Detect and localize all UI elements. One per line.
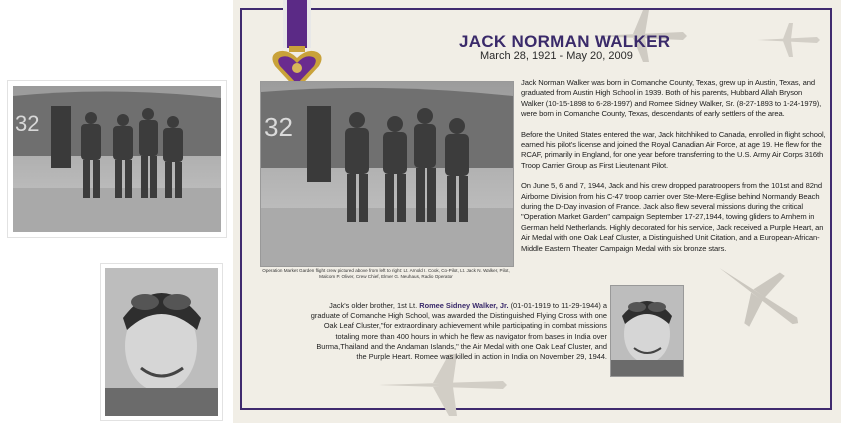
- memorial-title: JACK NORMAN WALKER: [459, 32, 671, 51]
- crew-photo-original: [13, 86, 221, 232]
- biography: [521, 78, 826, 264]
- brother-text: (01-01-1919 to 11-29-1944) a graduate of Comanche High School, was awarded the Distinguished Flying Cross with one Oak Leaf Cluster,"for extraordinary achievement while participating in combat missions totaling more than 400 hours in which he flew as navigator from bases in India over Burma,Thailand and the Andaman Islands," the Air Medal with one Oak Leaf Cluster, and the Purple Heart. Romee was killed in action in India on November 29, 1944.: [310, 301, 607, 362]
- purple-heart-medal-icon: [267, 0, 327, 92]
- crew-photo-original-frame: [8, 81, 226, 237]
- svg-text:32: 32: [15, 111, 40, 136]
- bio-paragraph: On June 5, 6 and 7, 1944, Jack and his crew dropped paratroopers from the 101st and 82nd Airborne Division from his C-47 troop carrier over Ste-Mere-Eglise behind Normandy Beach during the D-Day invasion of France. Jack also flew several missions during the critical "Operation Market Garden" campaign September 17-27,1944, towing gliders to Arnhem in German held Netherlands. Highly decorated for his service, Jack received a Purple Heart, an Air Medal with one Oak Leaf Cluster, a Distinguished Unit Citation, and a European-African-Middle Eastern Theater Campaign Medal with six bronze stars.: [521, 181, 824, 253]
- airplane-silhouette-icon: [753, 20, 823, 60]
- bio-paragraph: Jack Norman Walker was born in Comanche County, Texas, grew up in Austin, Texas, and graduated from Austin High School in 1939. Both of his parents, Hubbard Allah Bryson Walker (10-15-1898 to 6-28-1997) and Romee Sidney Walker, Sr. (8-27-1893 to 1-24-1979), were born in Comanche County, Texas, descendants of early settlers of the area.: [521, 78, 822, 119]
- svg-text:32: 32: [264, 112, 293, 142]
- memorial-panel: [233, 0, 841, 423]
- memorial-dates: March 28, 1921 - May 20, 2009: [480, 50, 633, 62]
- portrait-small: [611, 286, 683, 376]
- portrait-original-frame: [101, 264, 222, 420]
- brother-name: Romee Sidney Walker, Jr.: [419, 301, 509, 310]
- portrait-original: [105, 268, 218, 416]
- bio-paragraph: Before the United States entered the war, Jack hitchhiked to Canada, enrolled in flight school, earned his pilot's license and joined the Royal Canadian Air Force, at age 19. He flew for the RCAF, primarily in England, for one year before transferring to the U.S. Army Air Corps 316th Troop Carrier Group as First Lieutenant Pilot.: [521, 129, 826, 170]
- brother-prefix: Jack's older brother, 1st Lt.: [329, 301, 418, 310]
- crew-photo-caption: Operation Market Garden flight crew pictured above from left to right: Lt. Arnold I. Cook, Co-Pilot, Lt. Jack N. Walker, Pilot, Malcom P. Oliver, Crew Chief, Elmer G. Neuhaus, Radio Operator: [262, 268, 510, 280]
- brother-paragraph: [307, 301, 607, 362]
- crew-photo-enlarged: [261, 82, 513, 266]
